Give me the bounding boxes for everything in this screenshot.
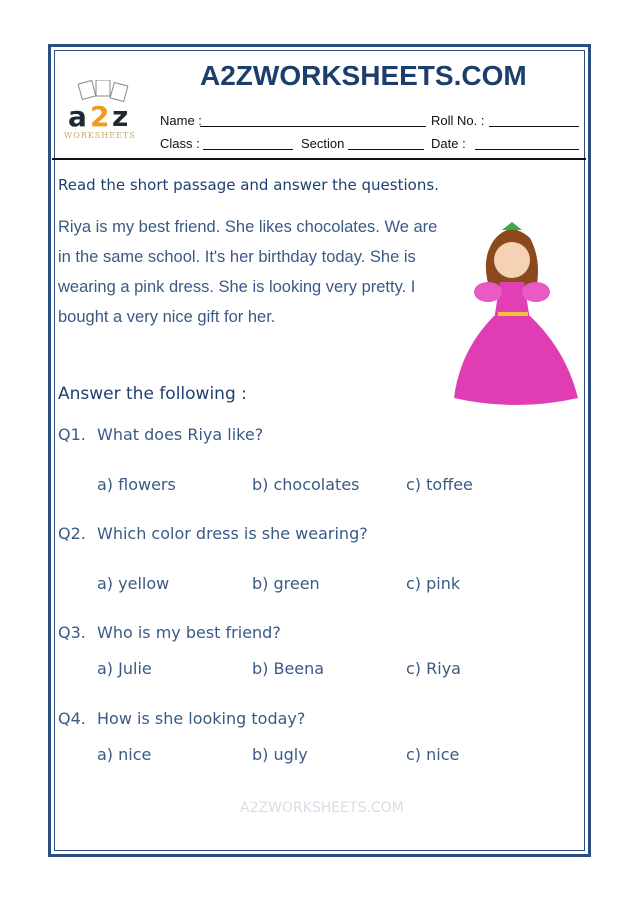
option-a: a) flowers: [97, 475, 176, 494]
passage: Riya is my best friend. She likes chocolates. We are in the same school. It's her birthday today. She is wearing a pink dress. She is looking very pretty. I bought a very nice gift for her.: [58, 218, 438, 326]
option-a: a) yellow: [97, 574, 170, 593]
date-label: Date :: [431, 136, 466, 151]
instruction: Read the short passage and answer the questions.: [58, 176, 439, 194]
question-number: Q1.: [58, 425, 86, 444]
watermark: A2ZWORKSHEETS.COM: [240, 800, 404, 816]
option-a: a) nice: [97, 745, 152, 764]
class-field[interactable]: [203, 149, 293, 150]
question-number: Q2.: [58, 524, 86, 543]
a2z-logo: [62, 80, 142, 142]
roll-label: Roll No. :: [431, 113, 485, 128]
class-label: Class :: [160, 136, 200, 151]
section-field[interactable]: [348, 149, 424, 150]
option-c: c) nice: [406, 745, 460, 764]
option-c: c) toffee: [406, 475, 473, 494]
option-b: b) ugly: [252, 745, 308, 764]
name-label: Name :: [160, 113, 202, 128]
svg-text:z: z: [112, 100, 129, 133]
option-a: a) Julie: [97, 659, 152, 678]
option-c: c) Riya: [406, 659, 461, 678]
date-field[interactable]: [475, 149, 579, 150]
site-title: A2ZWORKSHEETS.COM: [200, 60, 527, 91]
question-text: Who is my best friend?: [97, 623, 281, 642]
option-b: b) green: [252, 574, 320, 593]
option-b: b) chocolates: [252, 475, 360, 494]
question-text: What does Riya like?: [97, 425, 264, 444]
question-number: Q3.: [58, 623, 86, 642]
question-text: Which color dress is she wearing?: [97, 524, 368, 543]
name-field[interactable]: [200, 126, 426, 127]
question-number: Q4.: [58, 709, 86, 728]
option-b: b) Beena: [252, 659, 325, 678]
page-border: [48, 44, 591, 857]
roll-field[interactable]: [489, 126, 579, 127]
svg-text:WORKSHEETS: WORKSHEETS: [64, 131, 136, 140]
header-divider: [52, 158, 586, 160]
option-c: c) pink: [406, 574, 461, 593]
question-text: How is she looking today?: [97, 709, 306, 728]
princess-illustration: [450, 220, 582, 410]
answer-heading: Answer the following :: [58, 384, 247, 404]
svg-text:a: a: [68, 100, 87, 133]
svg-text:2: 2: [90, 100, 110, 133]
section-label: Section: [301, 136, 345, 151]
